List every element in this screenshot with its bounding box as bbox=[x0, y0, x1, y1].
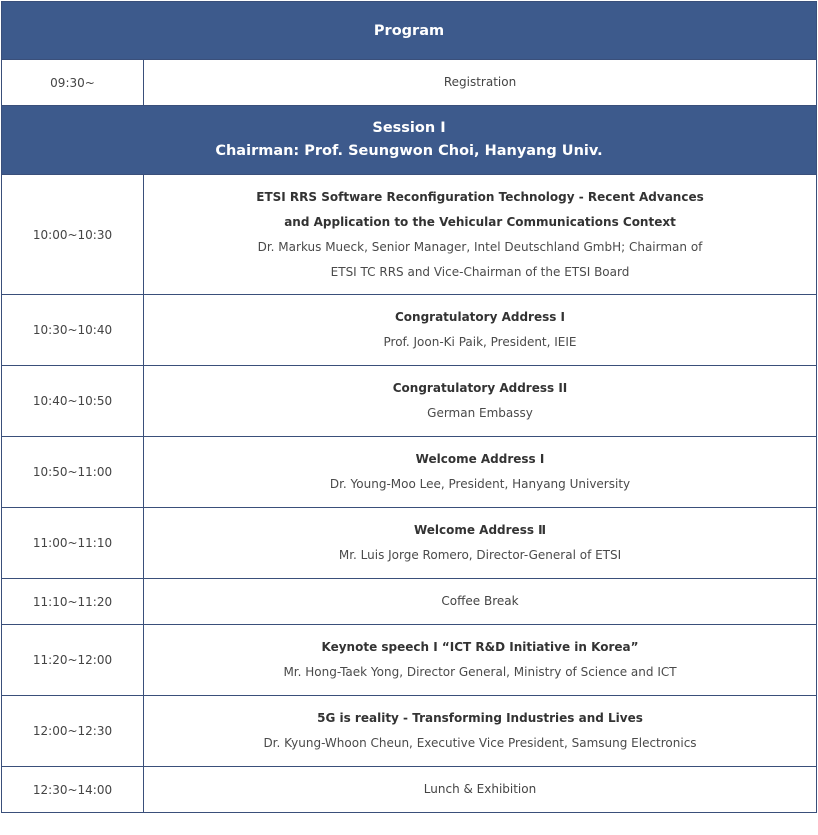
break-cell: Coffee Break bbox=[144, 579, 817, 625]
talk-title: Keynote speech Ⅰ “ICT R&D Initiative in Korea” bbox=[321, 640, 639, 654]
talk-title: Congratulatory Address II bbox=[392, 381, 568, 395]
table-row bbox=[2, 60, 817, 106]
speaker: Mr. Hong-Taek Yong, Director General, Ministry of Science and ICT bbox=[283, 665, 677, 679]
table-row bbox=[2, 696, 817, 767]
session-title: Session Ⅰ bbox=[372, 120, 446, 136]
table-row bbox=[2, 579, 817, 625]
lunch-cell: Lunch & Exhibition bbox=[144, 767, 817, 813]
time-cell: 10:50~11:00 bbox=[2, 437, 144, 508]
session-header-row bbox=[2, 106, 817, 175]
table-row bbox=[2, 767, 817, 813]
time-cell: 11:10~11:20 bbox=[2, 579, 144, 625]
time-cell: 10:00~10:30 bbox=[2, 175, 144, 295]
table-row bbox=[2, 437, 817, 508]
talk-cell bbox=[144, 508, 817, 579]
talk-cell bbox=[144, 696, 817, 767]
talk-title-line: and Application to the Vehicular Communications Context bbox=[284, 214, 676, 229]
program-title: Program bbox=[2, 2, 817, 60]
program-table bbox=[1, 1, 817, 813]
speaker: Prof. Joon-Ki Paik, President, IEIE bbox=[383, 335, 577, 349]
time-cell: 12:00~12:30 bbox=[2, 696, 144, 767]
speaker: Dr. Kyung-Whoon Cheun, Executive Vice President, Samsung Electronics bbox=[263, 736, 697, 750]
registration-cell: Registration bbox=[144, 60, 817, 106]
talk-title-line: ETSI RRS Software Reconfiguration Technology - Recent Advances bbox=[256, 189, 704, 204]
time-cell: 12:30~14:00 bbox=[2, 767, 144, 813]
time-cell: 11:20~12:00 bbox=[2, 625, 144, 696]
speaker-line: ETSI TC RRS and Vice-Chairman of the ETSI Board bbox=[330, 264, 630, 279]
talk-title: Welcome Address Ⅰ bbox=[415, 452, 545, 466]
speaker: Mr. Luis Jorge Romero, Director-General of ETSI bbox=[338, 548, 622, 562]
time-cell: 10:40~10:50 bbox=[2, 366, 144, 437]
table-row bbox=[2, 295, 817, 366]
table-row bbox=[2, 508, 817, 579]
time-cell: 09:30~ bbox=[2, 60, 144, 106]
talk-title: Welcome Address Ⅱ bbox=[413, 523, 547, 537]
talk-cell bbox=[144, 366, 817, 437]
session-chairman: Chairman: Prof. Seungwon Choi, Hanyang Univ. bbox=[215, 143, 603, 159]
speaker: Dr. Young-Moo Lee, President, Hanyang University bbox=[329, 477, 631, 491]
speaker-line: Dr. Markus Mueck, Senior Manager, Intel Deutschland GmbH; Chairman of bbox=[257, 239, 703, 254]
speaker: German Embassy bbox=[427, 406, 533, 420]
talk-title: Congratulatory Address I bbox=[394, 310, 566, 324]
program-header-row bbox=[2, 2, 817, 60]
talk-title: 5G is reality - Transforming Industries and Lives bbox=[317, 711, 643, 725]
talk-cell bbox=[144, 175, 817, 295]
table-row bbox=[2, 625, 817, 696]
time-cell: 11:00~11:10 bbox=[2, 508, 144, 579]
talk-cell bbox=[144, 437, 817, 508]
time-cell: 10:30~10:40 bbox=[2, 295, 144, 366]
table-row bbox=[2, 366, 817, 437]
table-row bbox=[2, 175, 817, 295]
talk-cell bbox=[144, 625, 817, 696]
session-header bbox=[2, 106, 817, 175]
talk-cell bbox=[144, 295, 817, 366]
